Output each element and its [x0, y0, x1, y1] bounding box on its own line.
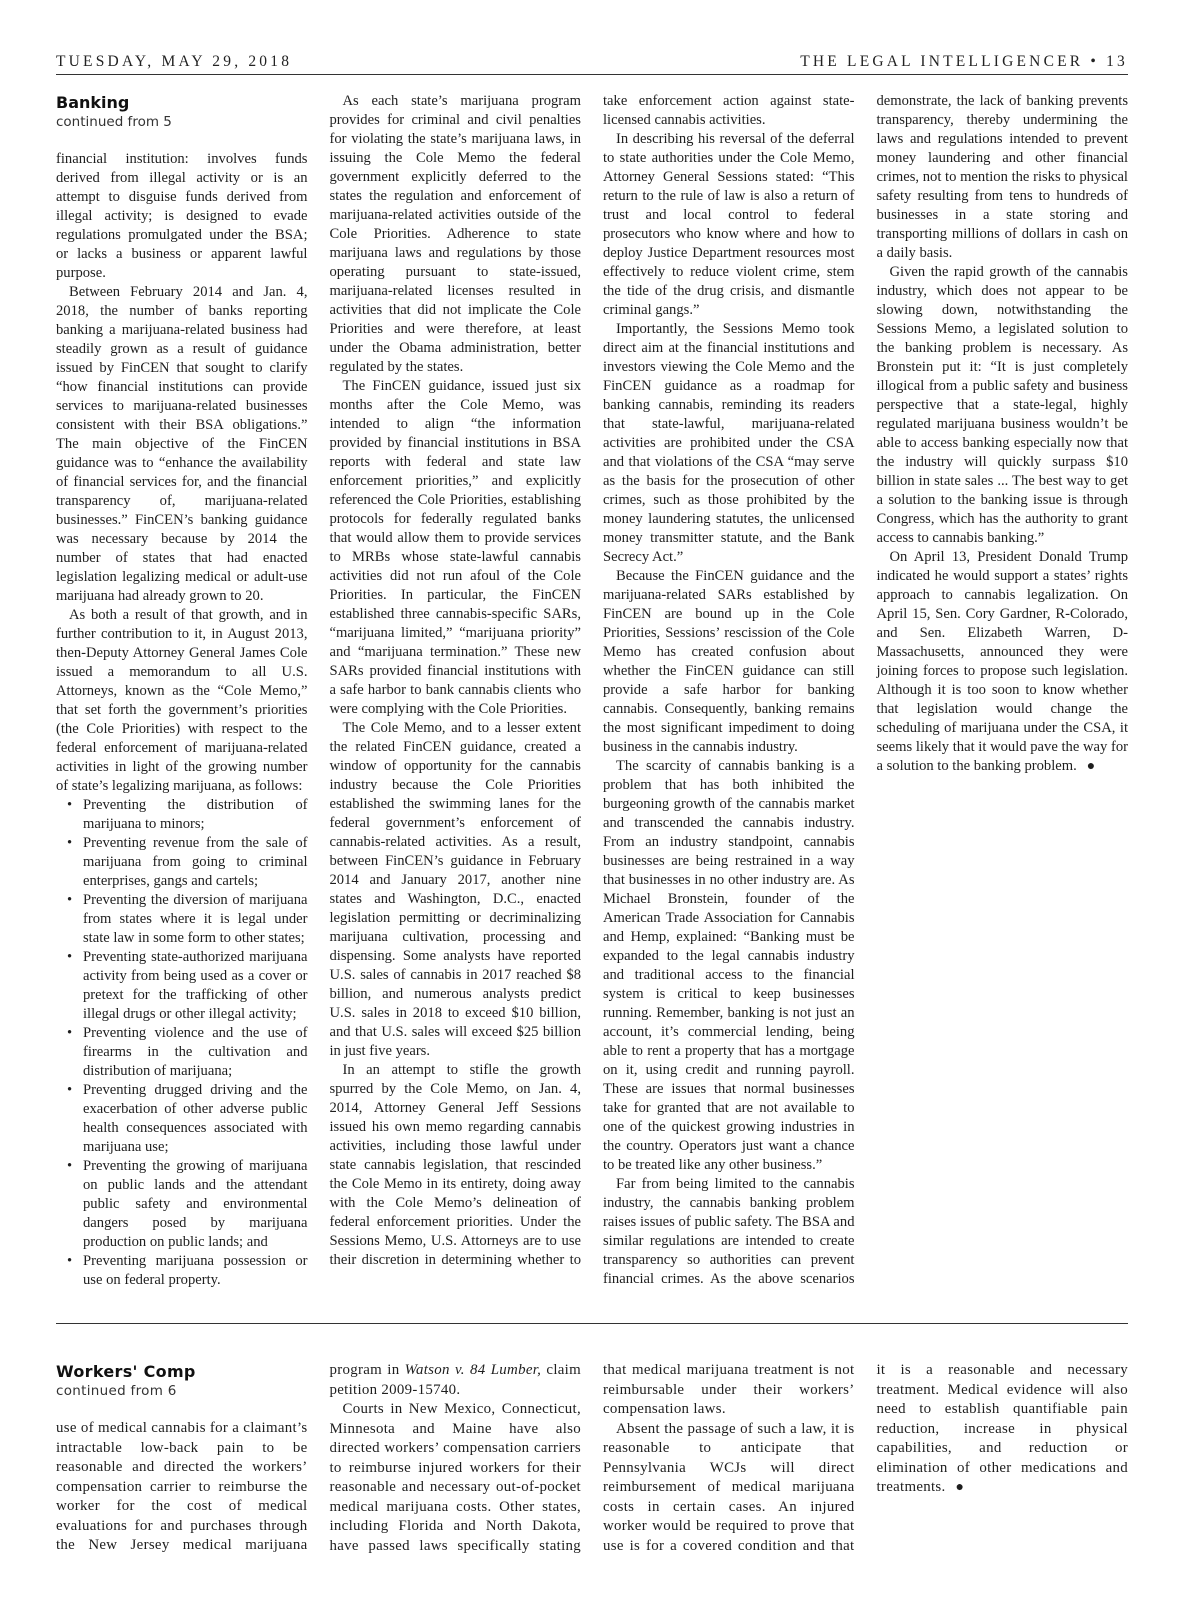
article-paragraph: Because the FinCEN guidance and the marijuana-related SARs established by FinCEN are bound up in the Cole Priorities, Sessions’ rescission of the Cole Memo has created confusion about whether the FinCEN guidance can still provide a safe harbor for banking cannabis. Consequently, banking remains the most significant impediment to doing business in the cannabis industry.	[603, 568, 855, 755]
list-item: • Preventing revenue from the sale of marijuana from going to criminal enterprises, gangs and cartels;	[83, 834, 308, 891]
list-item: • Preventing the diversion of marijuana from states where it is legal under state law in some form to other states;	[83, 891, 308, 948]
article-paragraph: Given the rapid growth of the cannabis industry, which does not appear to be slowing down, notwithstanding the Sessions Memo, a legislated solution to the banking problem is necessary. As Bronstein put it: “It is just completely illogical from a public safety and business perspective that a state-legal, highly regulated marijuana business wouldn’t be able to access banking especially now that the industry will quickly surpass $10 billion in state sales ... The best way to get a solution to the banking issue is through Congress, which has the authority to grant access to cannabis banking.”	[876, 264, 1128, 546]
paragraph-text: use of medical cannabis for a claimant’s intractable low-back pain to be reasonable and directed the workers’ compensation carrier to reimburse the worker for the cost of medical evaluations for and purchases through the New Jersey medical marijuana program in	[56, 1362, 405, 1553]
article-paragraph: The scarcity of cannabis banking is a problem that has both inhibited the burgeoning growth of the cannabis market and transcended the cannabis industry. From an industry standpoint, cannabis businesses are being restrained in a way that businesses in no other industry are. As Michael Bronstein, founder of the American Trade Association for Cannabis and Hemp, explained: “Banking must be expanded to the legal cannabis industry and traditional access to the financial system is critical to keep businesses running. Remember, banking is not just an account, it’s commercial lending, being able to rent a property that has a mortgage on it, using credit and running payroll. These are issues that normal businesses take for granted that are not available to one of the quickest growing industries in the country. Operators just want a chance to be treated like any other business.”	[603, 758, 855, 1173]
article-paragraph: Far from being limited to the cannabis industry, the cannabis banking problem raises issues of public safety. The BSA and similar regulations are intended to create transparency so authorities can prevent financial crimes. As the above scenarios demonstrate, the lack of banking prevents transparency, thereby undermining the laws and regulations intended to prevent money laundering and other financial crimes, not to mention the risks to physical safety resulting from tens to hundreds of businesses in a state storing and transporting millions of dollars in cash on a daily basis.	[603, 93, 1128, 1287]
article-paragraph: In an attempt to stifle the growth spurred by the Cole Memo, on Jan. 4, 2014, Attorney General Jeff Sessions issued his own memo regarding cannabis activities, including those lawful under state cannabis legislation, that rescinded the Cole Memo in its entirety, doing away with the Cole Memo’s delineation of federal enforcement priorities. Under the Sessions Memo, U.S. Attorneys are to use their discretion in determining whether to take enforcement action against state-licensed cannabis activities.	[329, 93, 855, 1268]
article-paragraph: Courts in New Mexico, Connecticut, Minnesota and Maine have also directed workers’ compensation carriers to reimburse injured workers for their reasonable and necessary out-of-pocket medical marijuana costs. Other states, including Florida and North Dakota, have passed laws specifically stating that medical marijuana treatment is not reimbursable under their workers’ compensation laws.	[329, 1362, 855, 1554]
cole-priorities-list	[56, 796, 308, 1290]
running-head	[56, 50, 1128, 74]
article-paragraph	[877, 548, 1129, 776]
article-heading: Banking	[56, 93, 130, 112]
article-paragraph: As each state’s marijuana program provides for criminal and civil penalties for violating the state’s marijuana laws, in issuing the Cole Memo the federal government explicitly deferred to the states the regulation and enforcement of marijuana-related activities outside of the Cole Priorities. Adherence to state marijuana laws and regulations by those operating pursuant to state-issued, marijuana-related licenses resulted in activities that did not implicate the Cole Priorities and were therefore, at least under the Obama administration, better regulated by the states.	[329, 93, 581, 375]
list-item: • Preventing drugged driving and the exacerbation of other adverse public health consequences associated with marijuana use;	[83, 1081, 308, 1157]
article-paragraph: financial institution: involves funds derived from illegal activity or is an attempt to disguise funds derived from illegal activity; is designed to evade regulations promulgated under the BSA; or lacks a business or apparent lawful purpose.	[56, 151, 308, 281]
end-of-article-mark: ●	[955, 1480, 965, 1495]
list-item: • Preventing violence and the use of firearms in the cultivation and distribution of marijuana;	[83, 1024, 308, 1081]
publication-page-number: THE LEGAL INTELLIGENCER • 13	[800, 53, 1128, 70]
case-citation: Watson v. 84 Lumber,	[404, 1362, 542, 1378]
article-paragraph: Between February 2014 and Jan. 4, 2018, the number of banks reporting banking a marijuana-related business had steadily grown as a result of guidance issued by FinCEN that sought to clarify “how financial institutions can provide services to marijuana-related businesses consistent with their BSA obligations.” The main objective of the FinCEN guidance was to “enhance the availability of financial services for, and the financial transparency of, marijuana-related businesses.” FinCEN’s banking guidance was necessary because by 2014 the number of states that had enacted legislation legalizing medical or adult-use marijuana had already grown to 20.	[56, 284, 308, 604]
article-paragraph: In describing his reversal of the deferral to state authorities under the Cole Memo, Attorney General Sessions stated: “This return to the rule of law is also a return of trust and local control to federal prosecutors who know where and how to deploy Justice Department resources most effectively to reduce violent crime, stem the tide of the drug crisis, and dismantle criminal gangs.”	[603, 131, 855, 318]
paragraph-text: claim petition 2009-15740.	[329, 1362, 581, 1398]
article-heading: Workers' Comp	[56, 1362, 196, 1381]
article-paragraph: The FinCEN guidance, issued just six months after the Cole Memo, was intended to align “the information provided by financial institutions in BSA reports with federal and state law enforcement priorities,” and explicitly referenced the Cole Priorities, establishing protocols for federally regulated banks that would allow them to provide services to MRBs whose state-lawful cannabis activities did not run afoul of the Cole Priorities. In particular, the FinCEN established three cannabis-specific SARs, “marijuana limited,” “marijuana priority” and “marijuana termination.” These new SARs provided financial institutions with a safe harbor to bank cannabis clients who were complying with the Cole Priorities.	[329, 378, 581, 717]
closing-text: Absent the passage of such a law, it is reasonable to anticipate that Pennsylvania WCJs will direct reimbursement of medical marijuana costs in certain cases. An injured worker would be required to prove that use is for a covered condition and that it is a reasonable and necessary treatment. Medical evidence will also need to establish quantifiable pain reduction, increase in physical capabilities, and reduction or elimination of other medications and treatments.	[603, 1362, 1128, 1554]
end-of-article-mark: ●	[1086, 759, 1096, 774]
list-item: • Preventing state-authorized marijuana activity from being used as a cover or pretext for the trafficking of other illegal drugs or other illegal activity;	[83, 948, 308, 1024]
banking-article	[56, 92, 1128, 1300]
list-item: • Preventing the growing of marijuana on public lands and the attendant public safety and environmental dangers posed by marijuana production on public lands; and	[83, 1157, 308, 1252]
article-paragraph: As both a result of that growth, and in further contribution to it, in August 2013, then-Deputy Attorney General James Cole issued a memorandum to all U.S. Attorneys, known as the “Cole Memo,” that set forth the government’s priorities (the Cole Priorities) with respect to the federal enforcement of marijuana-related activities in light of the growing number of state’s legalizing marijuana, as follows:	[56, 607, 308, 794]
list-item: • Preventing the distribution of marijuana to minors;	[83, 796, 308, 834]
closing-text: On April 13, President Donald Trump indicated he would support a states’ rights approach to cannabis legalization. On April 15, Sen. Cory Gardner, R-Colorado, and Sen. Elizabeth Warren, D-Massachusetts, announced they were joining forces to propose such legislation. Although it is too soon to know whether that legislation would change the scheduling of marijuana under the CSA, it seems likely that it would pave the way for a solution to the banking problem.	[876, 549, 1128, 774]
continued-line: continued from 6	[56, 1383, 177, 1399]
list-item: • Preventing marijuana possession or use on federal property.	[83, 1252, 308, 1290]
header-rule	[56, 74, 1128, 75]
issue-date: TUESDAY, MAY 29, 2018	[56, 53, 293, 70]
continued-line: continued from 5	[56, 114, 172, 130]
section-divider	[56, 1323, 1128, 1324]
article-paragraph: The Cole Memo, and to a lesser extent the related FinCEN guidance, created a window of opportunity for the cannabis industry because the Cole Priorities established the swimming lanes for the federal government’s enforcement of cannabis-related activities. As a result, between FinCEN’s guidance in February 2014 and January 2017, another nine states and Washington, D.C., enacted legislation permitting or decriminalizing marijuana cultivation, processing and dispensing. Some analysts have reported U.S. sales of cannabis in 2017 reached $8 billion, and numerous analysts predict U.S. sales in 2018 to exceed $10 billion, and that U.S. sales will exceed $25 billion in just five years.	[329, 720, 581, 1059]
article-paragraph: Importantly, the Sessions Memo took direct aim at the financial institutions and investors viewing the Cole Memo and the FinCEN guidance as a roadmap for banking cannabis, reminding its readers that state-lawful, marijuana-related activities are prohibited under the CSA and that violations of the CSA “may serve as the basis for the prosecution of other crimes, such as those prohibited by the money laundering statutes, the unlicensed money transmitter statute, and the Bank Secrecy Act.”	[603, 321, 855, 565]
workers-comp-article	[56, 1361, 1128, 1567]
